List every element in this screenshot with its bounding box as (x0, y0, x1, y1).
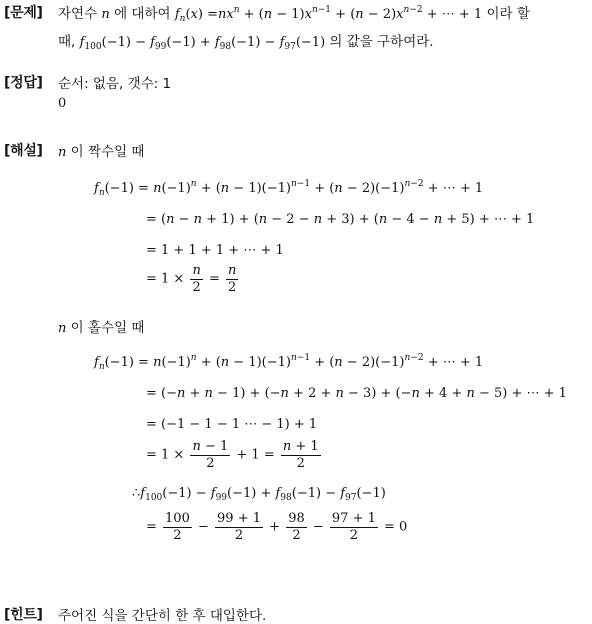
case-odd-heading (58, 316, 144, 336)
odd-eq-3: = (−1 − 1 − 1 ⋯ − 1) + 1 (146, 417, 318, 432)
hint-tag: [힌트] (4, 607, 43, 623)
case-even-label: 이 짝수일 때 (66, 144, 145, 160)
even-eq-3: = 1 + 1 + 1 + ⋯ + 1 (146, 243, 284, 258)
even-eq-1: $f_n(-1) = n(-1)^n + (n - 1)(-1)^{n-1} + (n - 2)(-1)^{n-2}$ + ⋯ + 1 (94, 179, 484, 198)
problem-tag: [문제] (4, 5, 43, 21)
even-eq-4: = 1 × $\frac{n}{2}$ = $\frac{n}{2}$ (146, 263, 237, 295)
odd-eq-1: $f_n(-1) = n(-1)^n + (n - 1)(-1)^{n-1} + (n - 2)(-1)^{n-2}$ + ⋯ + 1 (94, 353, 484, 372)
case-odd-label: 이 홀수일 때 (66, 320, 145, 336)
problem-text: 에 대하여 (109, 6, 175, 22)
therefore-line: $\therefore f_{100}(-1) - f_{99}(-1) + f_{98}(-1) - f_{97}(-1)$ (132, 486, 386, 503)
odd-eq-4: = 1 × $\frac{n - 1}{2}$ + 1 = $\frac{n + 1}{2}$ (146, 439, 319, 471)
target-expression: $f_{100}(-1) - f_{99}(-1) + f_{98}(-1) - f_{97}(-1)$ (79, 35, 326, 52)
solution-tag: [해설] (4, 143, 43, 159)
math-n: n (101, 7, 110, 22)
problem-line-2 (58, 30, 434, 50)
problem-text: 의 값을 구하여라. (325, 34, 434, 50)
math-n: n (58, 145, 67, 160)
math-n: n (58, 321, 67, 336)
function-definition: $f_n(x) =nx^n + (n - 1)x^{n-1} + (n - 2)x^{n-2}$ + ⋯ + 1 (174, 5, 483, 24)
case-even-heading (58, 140, 144, 160)
answer-value: 0 (58, 96, 67, 111)
answer-tag: [정답] (4, 75, 43, 91)
problem-line-1 (58, 2, 530, 22)
answer-meta: 순서: 없음, 갯수: 1 (58, 76, 172, 92)
even-eq-2: = (n − n + 1) + (n − 2 − n + 3) + (n − 4 − n + 5) + ⋯ + 1 (146, 212, 535, 227)
final-computation: = $\frac{100}{2}$ − $\frac{99 + 1}{2}$ + $\frac{98}{2}$ − $\frac{97 + 1}{2}$ = 0 (146, 511, 408, 543)
problem-text: 때, (58, 34, 80, 50)
odd-eq-2: = (−n + n − 1) + (−n + 2 + n − 3) + (−n + 4 + n − 5) + ⋯ + 1 (146, 386, 567, 401)
problem-text: 자연수 (58, 6, 102, 22)
problem-text: 이라 할 (482, 6, 530, 22)
hint-text: 주어진 식을 간단히 한 후 대입한다. (58, 608, 267, 624)
